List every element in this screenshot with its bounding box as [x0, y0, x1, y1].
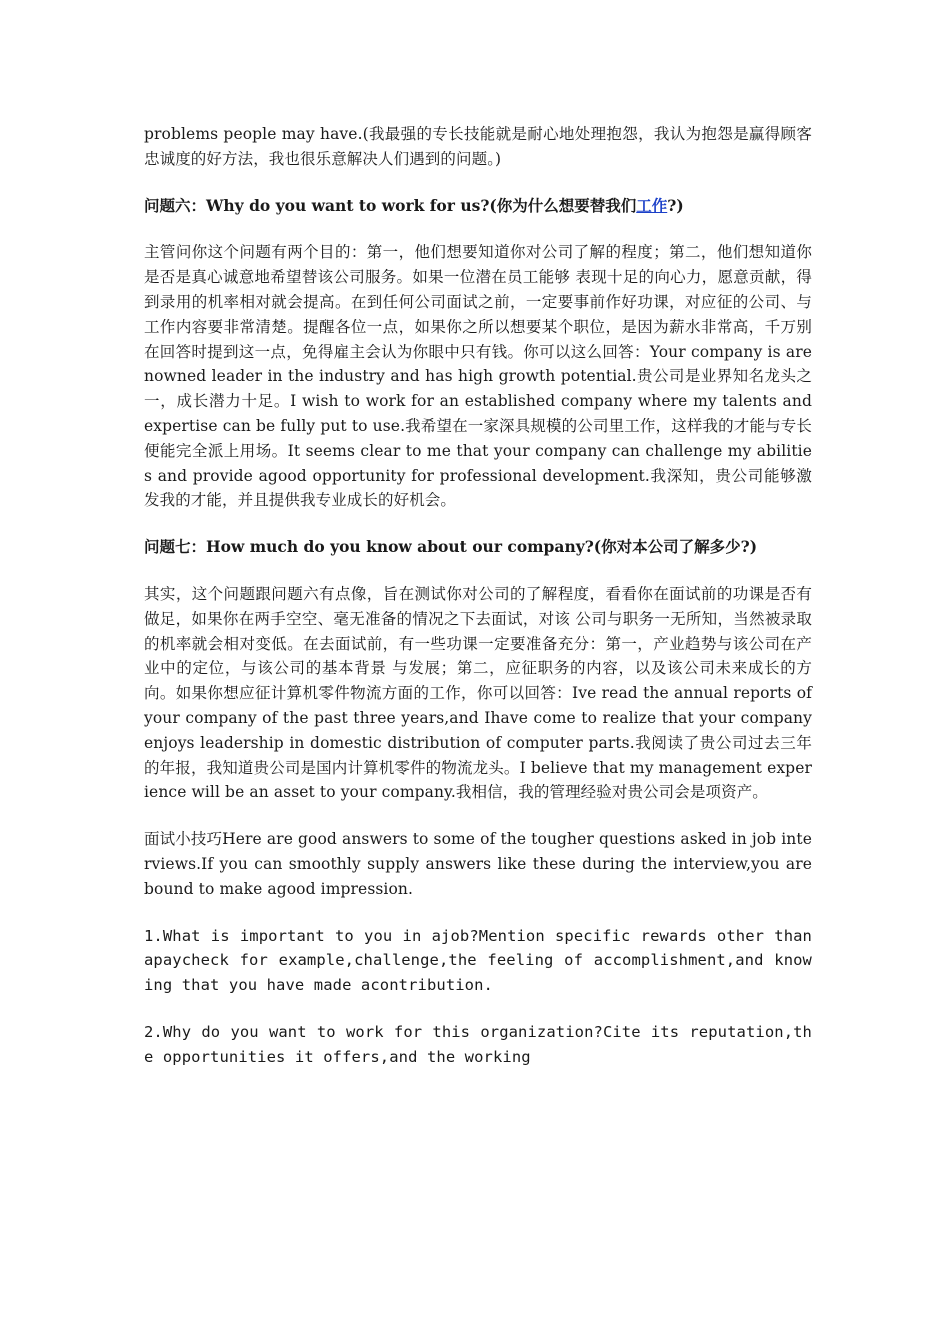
question-six-answer: 主管问你这个问题有两个目的：第一，他们想要知道你对公司了解的程度；第二，他们想知道你是否是真心诚意地希望替该公司服务。如果一位潜在员工能够 表现十足的向心力，愿意贡献，得到录用的机率相对就会提高。在到任何公司面试之前，一定要事前作好功课，对应征的公司、与工作内容要非常清楚。提醒各位一点，如果你之所以想要某个职位，是因为薪水非常高，千万别在回答时提到这一点，免得雇主会认为你眼中只有钱。你可以这么回答：Your company is arenowned leader in the industry and has high growth potential.贵公司是业界知名龙头之一，成长潜力十足。I wish to work for an established company where my talents and expertise can be fully put to use.我希望在一家深具规模的公司里工作，这样我的才能与专长便能完全派上用场。It seems clear to me that your company can challenge my abilities and provide agood opportunity for professional development.我深知，贵公司能够激发我的才能，并且提供我专业成长的好机会。	[144, 243, 812, 510]
tip-one-paragraph: 1.What is important to you in ajob?Mention specific rewards other than apaycheck for example,challenge,the feeling of accomplishment,and knowing that you have made acontribution.	[144, 926, 812, 995]
paragraph-continuation: problems people may have.(我最强的专长技能就是耐心地处理抱怨，我认为抱怨是赢得顾客忠诚度的好方法，我也很乐意解决人们遇到的问题。)	[144, 125, 812, 168]
question-six-heading	[144, 194, 812, 219]
question-seven-answer: 其实，这个问题跟问题六有点像，旨在测试你对公司的了解程度，看看你在面试前的功课是否有做足，如果你在两手空空、毫无准备的情况之下去面试，对该 公司与职务一无所知，当然被录取的机率就会相对变低。在去面试前，有一些功课一定要准备充分：第一，产业趋势与该公司在产业中的定位，与该公司的基本背景 与发展；第二，应征职务的内容，以及该公司未来成长的方向。如果你想应征计算机零件物流方面的工作，你可以回答：Ive read the annual reports of your company of the past three years,and Ihave come to realize that your company enjoys leadership in domestic distribution of computer parts.我阅读了贵公司过去三年的年报，我知道贵公司是国内计算机零件的物流龙头。I believe that my management experience will be an asset to your company.我相信，我的管理经验对贵公司会是项资产。	[144, 584, 812, 802]
document-page	[144, 122, 812, 1092]
tip-two-paragraph: 2.Why do you want to work for this organization?Cite its reputation,the opportunities it offers,and the working	[144, 1022, 812, 1066]
interview-tips-paragraph: 面试小技巧Here are good answers to some of the tougher questions asked in job interviews.If you can smoothly supply answers like these during the interview,you are bound to make agood impression.	[144, 830, 812, 898]
question-six-text: 问题六：Why do you want to work for us?(你为什么想要替我们	[144, 195, 637, 215]
work-link[interactable]: 工作	[636, 195, 668, 215]
question-seven-heading: 问题七：How much do you know about our company?(你对本公司了解多少?)	[144, 537, 758, 557]
question-six-suffix: ?)	[667, 195, 684, 215]
